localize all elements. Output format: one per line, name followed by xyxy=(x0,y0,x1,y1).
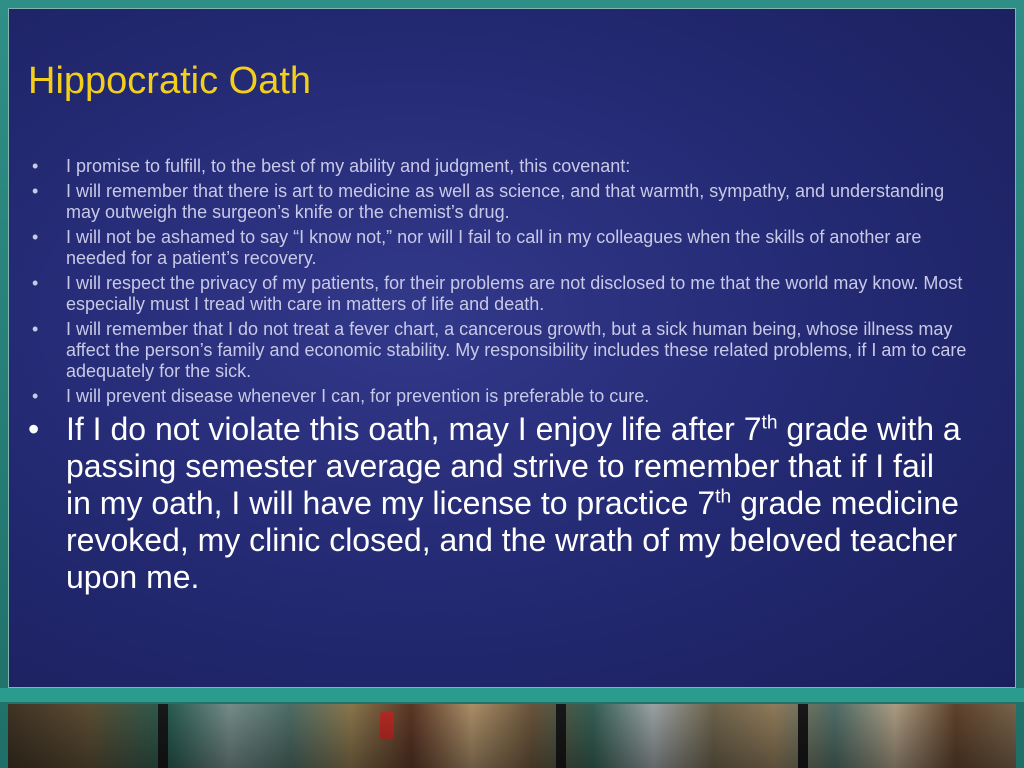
bullet-glyph: • xyxy=(32,273,39,293)
final-bullet-text-2: grade with a passing semester average and strive to remember that if I fail in my oath, I will have my license to practice 7 xyxy=(66,411,961,521)
bullet-glyph: • xyxy=(32,156,39,176)
final-bullet-text-3: grade medicine revoked, my clinic closed, and the wrath of my beloved teacher upon me. xyxy=(66,485,959,595)
bullet-glyph: • xyxy=(32,386,39,406)
bullet-item xyxy=(20,156,980,177)
strip-shade xyxy=(8,704,1016,768)
bullet-glyph: • xyxy=(32,227,39,247)
bullet-text: I will not be ashamed to say “I know not,” nor will I fail to call in my colleagues when the skills of another are needed for a patient’s recovery. xyxy=(66,227,922,268)
bullet-glyph: • xyxy=(32,181,39,201)
bullet-text: I will prevent disease whenever I can, for prevention is preferable to cure. xyxy=(66,386,650,406)
superscript-th: th xyxy=(761,412,778,434)
bullet-item xyxy=(20,181,980,223)
footer-band xyxy=(0,688,1024,702)
bullet-item xyxy=(20,227,980,269)
bullet-glyph: • xyxy=(32,319,39,339)
bullet-item xyxy=(20,386,980,407)
final-oath-bullet xyxy=(20,411,966,596)
superscript-th: th xyxy=(715,486,732,508)
bullet-item xyxy=(20,273,980,315)
bullet-item xyxy=(20,319,980,382)
final-bullet-text-1: If I do not violate this oath, may I enjoy life after 7 xyxy=(66,411,762,447)
bullet-text: I will respect the privacy of my patients, for their problems are not disclosed to me that the world may know. Most especially must I tread with care in matters of life and death. xyxy=(66,273,963,314)
bullet-text: I will remember that I do not treat a fever chart, a cancerous growth, but a sick human being, whose illness may affect the person’s family and economic stability. My responsibility includes these related problems, if I am to care adequately for the sick. xyxy=(66,319,967,381)
bullet-list xyxy=(20,156,980,596)
bullet-text: I will remember that there is art to medicine as well as science, and that warmth, sympathy, and understanding may outweigh the surgeon’s knife or the chemist’s drug. xyxy=(66,181,945,222)
slide-title: Hippocratic Oath xyxy=(28,60,312,102)
bullet-glyph: • xyxy=(28,411,40,447)
bullet-text: I promise to fulfill, to the best of my ability and judgment, this covenant: xyxy=(66,156,631,176)
medical-photo-strip xyxy=(8,704,1016,768)
